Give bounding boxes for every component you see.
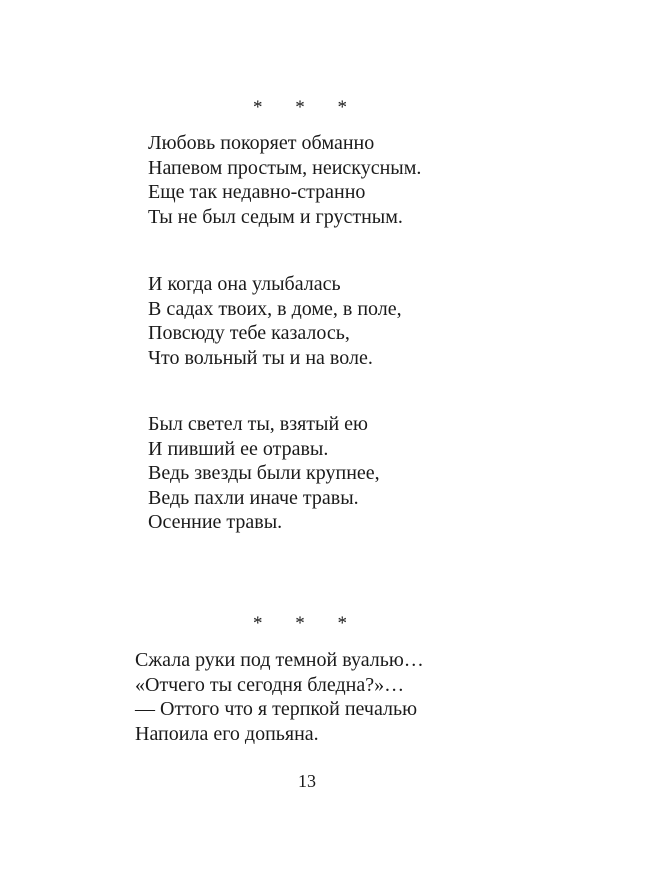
- verse-line: Был светел ты, взятый ею: [148, 413, 368, 435]
- poem-separator: * * *: [253, 613, 361, 634]
- verse-line: Сжала руки под темной вуалью…: [135, 649, 424, 671]
- poem-separator: * * *: [253, 97, 361, 118]
- verse-line: Напевом простым, неискусным.: [148, 156, 422, 179]
- verse-line: Повсюду тебе казалось,: [148, 322, 350, 345]
- stanza: [135, 648, 424, 746]
- verse-line: Что вольный ты и на воле.: [148, 346, 373, 369]
- stanza: [148, 272, 402, 370]
- verse-line: Напоила его допьяна.: [135, 722, 319, 745]
- verse-line: Еще так недавно-странно: [148, 181, 366, 204]
- verse-line: Любовь покоряет обманно: [148, 132, 375, 154]
- verse-line: Ведь звезды были крупнее,: [148, 462, 380, 485]
- stanza: [148, 412, 380, 535]
- verse-line: — Оттого что я терпкой печалью: [135, 698, 418, 721]
- verse-line: «Отчего ты сегодня бледна?»…: [135, 673, 405, 696]
- verse-line: В садах твоих, в доме, в поле,: [148, 297, 402, 320]
- page-number: 13: [298, 771, 316, 791]
- verse-line: И когда она улыбалась: [148, 273, 341, 295]
- verse-line: Осенние травы.: [148, 511, 283, 534]
- stanza: [148, 131, 421, 229]
- verse-line: Ты не был седым и грустным.: [148, 205, 403, 228]
- verse-line: И пивший ее отравы.: [148, 437, 329, 460]
- verse-line: Ведь пахли иначе травы.: [148, 486, 359, 509]
